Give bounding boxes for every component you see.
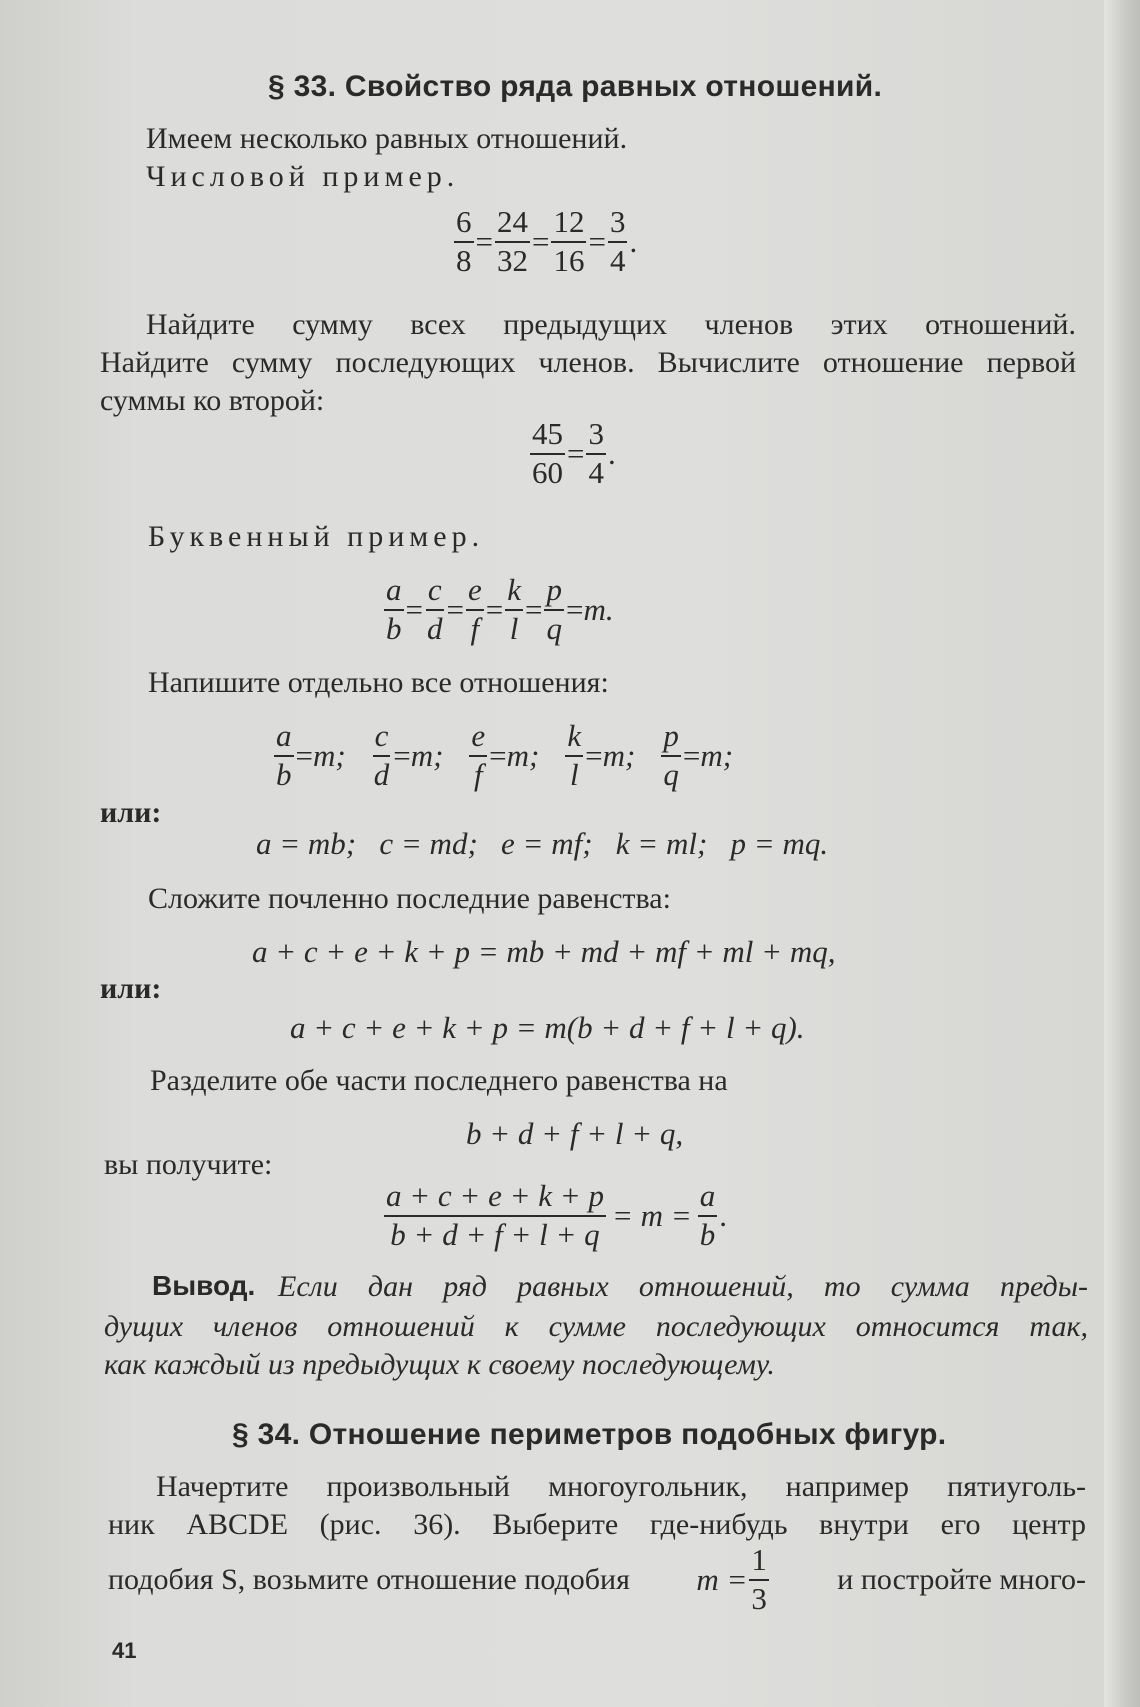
sum-line-equation: a + c + e + k + p = mb + md + mf + ml + mq, [252,934,836,969]
intro-text: Имеем несколько равных отношений. [146,122,628,155]
section-33-title: § 33. Свойство ряда равных отношений. [268,70,883,103]
fraction: $\frac{3}{4}$ [588,416,604,490]
fraction: $\frac{45}{60}$ [532,416,563,490]
divide-instruction: Разделите обе части последнего равенства на [150,1064,728,1097]
products-equation: a = mb; c = md; e = mf; k = ml; p = mq. [256,826,829,861]
paragraph-line: подобия S, возьмите отношение подобия m = $\frac{1}{3}$ и постройте много- [108,1542,1086,1616]
fraction: $\frac{a}{b}$ [276,718,292,792]
or-label: или: [100,972,162,1005]
paragraph-line: ник ABCDE (рис. 36). Выберите где-нибудь внутри его центр [108,1508,1086,1541]
separate-ratios: $\frac{a}{b}$ = m; $\frac{c}{d}$ = m; $\frac{e}{f}$ = m; $\frac{k}{l}$ = m; $\frac{p}{q}$ = m; [276,718,734,792]
fraction: $\frac{6}{8}$ [456,204,472,278]
page-number: 41 [112,1638,137,1663]
fraction: $\frac{p}{q}$ [663,718,679,792]
fraction: $\frac{a}{b}$ [386,572,402,646]
fraction: $\frac{e}{f}$ [471,718,486,792]
add-instruction: Сложите почленно последние равенства: [148,882,671,915]
or-label: или: [100,796,162,829]
divisor-expression: b + d + f + l + q, [466,1116,684,1151]
conclusion-line-1 [152,1270,1088,1304]
fraction: $\frac{c}{d}$ [426,572,443,646]
conclusion-text: Если дан ряд равных отношений, то сумма преды- [278,1270,1088,1303]
paragraph-line: Найдите сумму последующих членов. Вычислите отношение первой [100,346,1076,379]
letter-equation: $\frac{a}{b}$ = $\frac{c}{d}$ = $\frac{e}{f}$ = $\frac{k}{l}$ = $\frac{p}{q}$ = m. [386,572,614,646]
final-equation: $\frac{a + c + e + k + p}{b + d + f + l + q}$ = m = $\frac{a}{b}$ . [386,1178,727,1252]
paragraph-line: Найдите сумму всех предыдущих членов этих отношений. [146,308,1076,341]
fraction: $\frac{e}{f}$ [467,572,482,646]
letter-example-label: Буквенный пример. [148,520,485,553]
fraction: $\frac{c}{d}$ [373,718,390,792]
fraction: $\frac{k}{l}$ [567,718,582,792]
paragraph-line: суммы ко второй: [100,384,325,417]
conclusion-text: дущих членов отношений к сумме последующих относится так, [104,1310,1088,1343]
conclusion-label: Вывод. [152,1270,256,1301]
numeric-example-label: Числовой пример. [146,160,460,193]
fraction: $\frac{a + c + e + k + p}{b + d + f + l + q}$ [386,1178,604,1252]
conclusion-text: как каждый из предыдущих к своему последующему. [104,1348,775,1381]
paragraph-line: Начертите произвольный многоугольник, например пятиуголь- [156,1470,1086,1503]
fraction: $\frac{12}{16}$ [553,204,585,278]
fraction: $\frac{k}{l}$ [507,572,521,646]
similarity-ratio: m = $\frac{1}{3}$ [696,1542,767,1616]
sum-equation: $\frac{45}{60}$ = $\frac{3}{4}$ . [532,416,616,490]
page-edge [1104,0,1140,1707]
fraction: $\frac{24}{32}$ [496,204,528,278]
numeric-equation: $\frac{6}{8}$ = $\frac{24}{32}$ = $\frac{12}{16}$ = $\frac{3}{4}$ . [456,204,638,278]
fraction: $\frac{3}{4}$ [609,204,626,278]
factored-equation: a + c + e + k + p = m(b + d + f + l + q). [290,1010,805,1045]
fraction: $\frac{a}{b}$ [699,1178,716,1252]
fraction: $\frac{1}{3}$ [751,1542,767,1616]
get-text: вы получите: [104,1148,273,1181]
section-34-title: § 34. Отношение периметров подобных фигур. [232,1418,947,1451]
write-instruction: Напишите отдельно все отношения: [148,666,609,699]
fraction: $\frac{p}{q}$ [546,572,562,646]
